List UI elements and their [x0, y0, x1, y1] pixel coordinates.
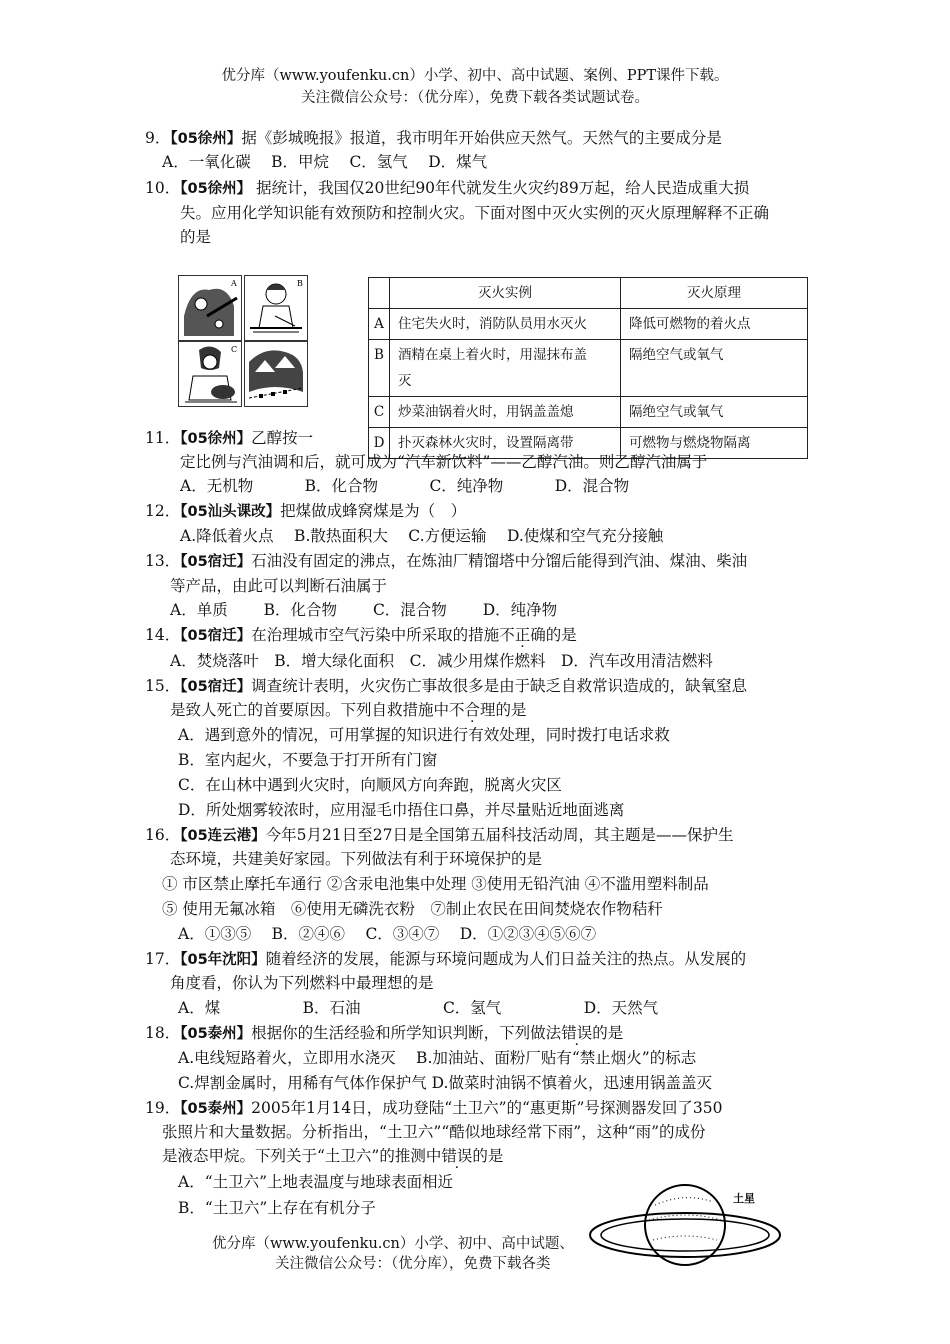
header-line-2: 关注微信公众号：（优分库），免费下载各类试题试卷。	[301, 90, 649, 106]
row-label: A	[369, 309, 390, 340]
table-row	[369, 397, 808, 428]
question-stem: 调查统计表明，火灾伤亡事故很多是由于缺乏自救常识造成的，缺氧窒息	[251, 677, 748, 695]
question-number: 14．	[145, 626, 181, 644]
question-10	[145, 176, 749, 201]
table-header-cell: 灭火实例	[390, 278, 621, 309]
table-cell: 扑灭森林火灾时，设置隔离带	[390, 428, 621, 459]
question-9	[145, 126, 722, 151]
question-source-tag: 【05徐州】	[180, 181, 252, 197]
question-number: 9．	[145, 129, 171, 147]
question-15-option-a: A．遇到意外的情况，可用掌握的知识进行有效处理，同时拨打电话求救	[178, 726, 670, 744]
question-18-options-2: C.焊割金属时，用稀有气体作保护气 D.做菜时油锅不慎着火，迅速用锅盖盖灭	[178, 1074, 712, 1092]
emphasis-text: 错误	[561, 1024, 593, 1042]
row-label: D	[369, 428, 390, 459]
question-stem: 据统计，我国仅20世纪90年代就发生火灾约89万起，给人民造成重大损	[251, 179, 750, 197]
question-13	[145, 549, 747, 574]
row-label: C	[369, 397, 390, 428]
question-16-options: A．①③⑤ B．②④⑥ C．③④⑦ D．①②③④⑤⑥⑦	[178, 925, 597, 943]
question-stem: 今年5月21日至27日是全国第五届科技活动周，其主题是——保护生	[265, 826, 734, 844]
wet-cloth-icon	[245, 276, 307, 340]
question-number: 18．	[145, 1024, 181, 1042]
table-row	[369, 340, 808, 397]
question-source-tag: 【05宿迁】	[180, 628, 252, 644]
question-15-option-c: C．在山林中遇到火灾时，向顺风方向奔跑，脱离火灾区	[178, 776, 562, 794]
question-stem: 把煤做成蜂窝煤是为（ ）	[280, 502, 467, 520]
question-15	[145, 674, 747, 699]
question-stem: 随着经济的发展，能源与环境问题成为人们日益关注的热点。从发展的	[265, 950, 747, 968]
table-cell: 降低可燃物的着火点	[621, 309, 808, 340]
emphasis-text: 不正确	[499, 626, 546, 644]
question-source-tag: 【05宿迁】	[180, 554, 252, 570]
question-source-tag: 【05连云港】	[180, 828, 266, 844]
table-cell: 隔绝空气或氧气	[621, 340, 808, 397]
question-source-tag: 【05徐州】	[170, 131, 242, 147]
question-15-option-d: D．所处烟雾较浓时，应用湿毛巾捂住口鼻，并尽量贴近地面逃离	[178, 801, 625, 819]
question-stem: 据《彭城晚报》报道，我市明年开始供应天然气。天然气的主要成分是	[241, 129, 722, 147]
question-17-stem-2: 角度看，你认为下列燃料中最理想的是	[170, 974, 434, 992]
firefighter-icon	[179, 276, 241, 340]
forest-firebreak-icon	[245, 342, 307, 406]
header-line-1: 优分库（www.youfenku.cn）小学、初中、高中试题、案例、PPT课件下载。	[221, 68, 729, 84]
emphasis-text: 不合理	[449, 701, 496, 719]
question-19-option-b: B．“土卫六”上存在有机分子	[178, 1199, 376, 1217]
question-16-items-1: ① 市区禁止摩托车通行 ②含汞电池集中处理 ③使用无铅汽油 ④不滥用塑料制品	[162, 875, 709, 893]
question-number: 16．	[145, 826, 181, 844]
question-source-tag: 【05年沈阳】	[180, 952, 266, 968]
picture-a	[178, 275, 242, 341]
question-9-options: A．一氧化碳 B．甲烷 C．氢气 D．煤气	[162, 153, 488, 171]
picture-c	[178, 341, 242, 407]
saturn-label: 土星	[733, 1192, 755, 1205]
question-19	[145, 1096, 723, 1121]
picture-label: D	[297, 345, 304, 354]
saturn-icon	[585, 1180, 785, 1275]
question-13-options: A．单质 B．化合物 C．混合物 D．纯净物	[170, 601, 558, 619]
question-14-options: A．焚烧落叶 B．增大绿化面积 C．减少用煤作燃料 D．汽车改用清洁燃料	[170, 652, 713, 670]
question-14: 14．【05宿迁】在治理城市空气污染中所采取的措施不正确的是	[145, 626, 577, 644]
question-number: 10．	[145, 179, 181, 197]
table-header-cell: 灭火原理	[621, 278, 808, 309]
footer-line-1: 优分库（www.youfenku.cn）小学、初中、高中试题、	[212, 1236, 574, 1252]
question-source-tag: 【05宿迁】	[180, 679, 252, 695]
table-cell: 炒菜油锅着火时，用锅盖盖熄	[390, 397, 621, 428]
question-source-tag: 【05泰州】	[180, 1101, 252, 1117]
saturn-figure	[585, 1180, 785, 1275]
question-16	[145, 823, 733, 848]
question-number: 15．	[145, 677, 181, 695]
pot-lid-icon	[179, 342, 241, 406]
question-number: 17．	[145, 950, 181, 968]
question-19-option-a: A．“土卫六”上地表温度与地球表面相近	[178, 1173, 454, 1191]
question-11-stem-2: 定比例与汽油调和后，就可成为“汽车新饮料”——乙醇汽油。则乙醇汽油属于	[180, 453, 708, 471]
question-17	[145, 947, 746, 972]
row-label: B	[369, 340, 390, 397]
question-10-stem-3: 的是	[180, 228, 212, 246]
table-row	[369, 309, 808, 340]
picture-b	[244, 275, 308, 341]
emphasis-text: 错误	[441, 1147, 473, 1165]
question-16-stem-2: 态环境，共建美好家园。下列做法有利于环境保护的是	[170, 850, 543, 868]
question-number: 11．	[145, 429, 181, 447]
question-15-option-b: B．室内起火，不要急于打开所有门窗	[178, 751, 438, 769]
question-stem: 石油没有固定的沸点，在炼油厂精馏塔中分馏后能得到汽油、煤油、柴油	[251, 552, 748, 570]
picture-label: B	[297, 279, 303, 288]
footer-line-2: 关注微信公众号：（优分库），免费下载各类	[275, 1256, 551, 1272]
question-10-stem-2: 失。应用化学知识能有效预防和控制火灾。下面对图中灭火实例的灭火原理解释不正确	[180, 204, 770, 222]
table-cell: 住宅失火时，消防队员用水灭火	[390, 309, 621, 340]
question-source-tag: 【05泰州】	[180, 1026, 252, 1042]
question-number: 13．	[145, 552, 181, 570]
question-number: 12．	[145, 502, 181, 520]
question-12-options: A.降低着火点 B.散热面积大 C.方便运输 D.使煤和空气充分接触	[180, 527, 664, 545]
question-number: 19．	[145, 1099, 181, 1117]
picture-label: A	[231, 279, 237, 288]
picture-label: C	[231, 345, 238, 354]
question-17-options: A．煤 B．石油 C．氢气 D．天然气	[178, 999, 659, 1017]
question-19-stem-3: 是液态甲烷。下列关于“土卫六”的推测中错误的是	[162, 1147, 504, 1165]
question-16-items-2: ⑤ 使用无氟冰箱 ⑥使用无磷洗衣粉 ⑦制止农民在田间焚烧农作物秸秆	[162, 900, 663, 918]
picture-d	[244, 341, 308, 407]
question-13-stem-2: 等产品，由此可以判断石油属于	[170, 577, 388, 595]
question-source-tag: 【05徐州】	[180, 431, 252, 447]
question-18: 18．【05泰州】根据你的生活经验和所学知识判断，下列做法错误的是	[145, 1024, 624, 1042]
question-stem: 乙醇按一	[251, 429, 314, 447]
question-15-stem-2: 是致人死亡的首要原因。下列自救措施中不合理的是	[170, 701, 527, 719]
table-cell: 隔绝空气或氧气	[621, 397, 808, 428]
question-18-options-1: A.电线短路着火，立即用水浇灭 B.加油站、面粉厂贴有“禁止烟火”的标志	[178, 1049, 697, 1067]
fire-principle-table	[368, 277, 808, 459]
table-cell: 酒精在桌上着火时，用湿抹布盖 灭	[390, 340, 621, 397]
table-cell: 可燃物与燃烧物隔离	[621, 428, 808, 459]
question-19-stem-2: 张照片和大量数据。分析指出，“土卫六”“酷似地球经常下雨”，这种“雨”的成份	[162, 1123, 706, 1141]
question-source-tag: 【05汕头课改】	[180, 504, 281, 520]
table-header-row	[369, 278, 808, 309]
question-11-options: A．无机物 B．化合物 C．纯净物 D．混合物	[180, 477, 630, 495]
question-11	[145, 426, 313, 451]
question-stem: 2005年1月14日，成功登陆“土卫六”的“惠更斯”号探测器发回了350	[251, 1099, 723, 1117]
question-12	[145, 499, 466, 524]
